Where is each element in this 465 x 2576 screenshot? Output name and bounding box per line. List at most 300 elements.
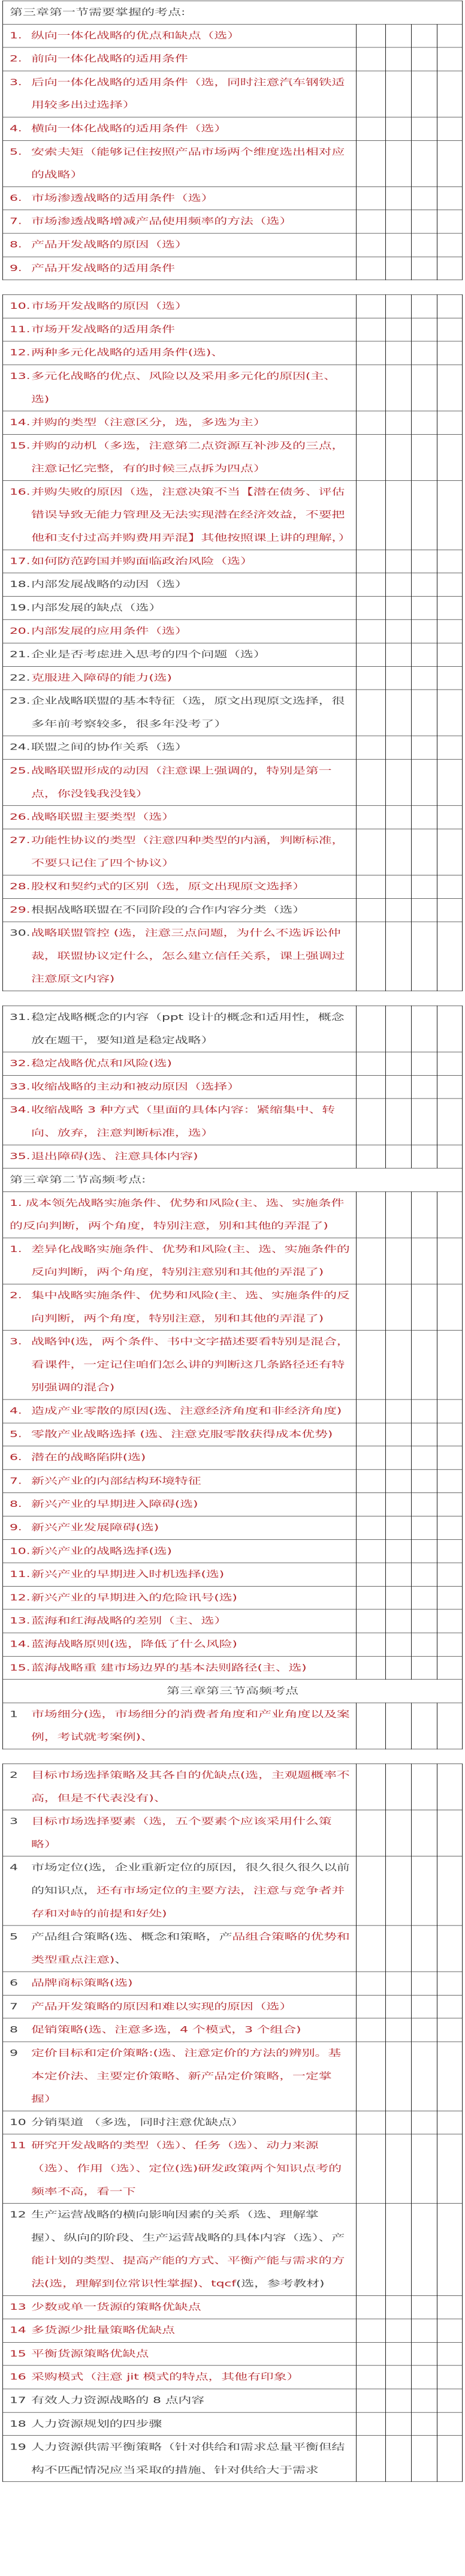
review-check-cell-3[interactable] bbox=[412, 2389, 437, 2412]
review-check-cell-1[interactable] bbox=[357, 1764, 386, 1810]
review-check-cell-3[interactable] bbox=[412, 1470, 437, 1493]
review-check-cell-2[interactable] bbox=[386, 1284, 412, 1330]
review-check-cell-4[interactable] bbox=[437, 2111, 463, 2134]
review-check-cell-4[interactable] bbox=[437, 922, 463, 991]
review-check-cell-2[interactable] bbox=[386, 318, 412, 341]
review-check-cell-1[interactable] bbox=[357, 1052, 386, 1075]
review-check-cell-4[interactable] bbox=[437, 1075, 463, 1099]
topic-text-cell bbox=[3, 2295, 357, 2319]
review-check-cell-2[interactable] bbox=[386, 47, 412, 71]
review-check-cell-3[interactable] bbox=[412, 140, 437, 186]
review-check-cell-2[interactable] bbox=[386, 140, 412, 186]
review-check-cell-1[interactable] bbox=[357, 1446, 386, 1470]
review-check-cell-4[interactable] bbox=[437, 829, 463, 875]
review-check-cell-3[interactable] bbox=[412, 1238, 437, 1284]
review-check-cell-4[interactable] bbox=[437, 550, 463, 573]
review-check-cell-1[interactable] bbox=[357, 1609, 386, 1633]
review-check-cell-1[interactable] bbox=[357, 2204, 386, 2296]
review-check-cell-2[interactable] bbox=[386, 666, 412, 690]
review-check-cell-4[interactable] bbox=[437, 805, 463, 829]
review-check-cell-2[interactable] bbox=[386, 411, 412, 434]
topic-text: 后向一体化战略的适用条件（选，同时注意汽车钢铁适用较多出过选择） bbox=[31, 77, 345, 110]
review-check-cell-3[interactable] bbox=[412, 736, 437, 759]
review-check-cell-1[interactable] bbox=[357, 233, 386, 257]
review-check-cell-1[interactable] bbox=[357, 898, 386, 922]
review-check-cell-4[interactable] bbox=[437, 24, 463, 47]
review-check-cell-3[interactable] bbox=[412, 573, 437, 597]
review-check-cell-1[interactable] bbox=[357, 210, 386, 233]
review-check-cell-4[interactable] bbox=[437, 411, 463, 434]
review-check-cell-4[interactable] bbox=[437, 1284, 463, 1330]
item-number: 8. bbox=[10, 240, 22, 250]
review-check-cell-1[interactable] bbox=[357, 2042, 386, 2111]
review-check-cell-1[interactable] bbox=[357, 759, 386, 805]
review-check-cell-4[interactable] bbox=[437, 690, 463, 736]
review-check-cell-3[interactable] bbox=[412, 2366, 437, 2389]
review-check-cell-1[interactable] bbox=[357, 257, 386, 280]
review-check-cell-1[interactable] bbox=[357, 2412, 386, 2436]
review-check-cell-1[interactable] bbox=[357, 875, 386, 898]
item-number: 28. bbox=[10, 881, 31, 892]
review-check-cell-1[interactable] bbox=[357, 1284, 386, 1330]
review-check-cell-4[interactable] bbox=[437, 365, 463, 411]
review-check-cell-4[interactable] bbox=[437, 1810, 463, 1856]
review-check-cell-2[interactable] bbox=[386, 1516, 412, 1540]
review-check-cell-2[interactable] bbox=[386, 1633, 412, 1656]
review-check-cell-3[interactable] bbox=[412, 690, 437, 736]
review-check-cell-2[interactable] bbox=[386, 2042, 412, 2111]
review-check-cell-2[interactable] bbox=[386, 24, 412, 47]
review-check-cell-3[interactable] bbox=[412, 1493, 437, 1516]
review-check-cell-2[interactable] bbox=[386, 1145, 412, 1168]
review-check-cell-2[interactable] bbox=[386, 875, 412, 898]
review-check-cell-3[interactable] bbox=[412, 875, 437, 898]
topic-text: (选，参考教材) bbox=[235, 2279, 325, 2289]
review-check-cell-2[interactable] bbox=[386, 1925, 412, 1972]
review-check-cell-2[interactable] bbox=[386, 805, 412, 829]
review-check-cell-3[interactable] bbox=[412, 922, 437, 991]
review-check-cell-4[interactable] bbox=[437, 2018, 463, 2042]
review-check-cell-1[interactable] bbox=[357, 2295, 386, 2319]
review-check-cell-2[interactable] bbox=[386, 2389, 412, 2412]
review-check-cell-2[interactable] bbox=[386, 1856, 412, 1925]
review-check-cell-1[interactable] bbox=[357, 2134, 386, 2203]
review-check-cell-3[interactable] bbox=[412, 117, 437, 140]
review-check-cell-4[interactable] bbox=[437, 480, 463, 549]
review-check-cell-2[interactable] bbox=[386, 480, 412, 549]
review-check-cell-4[interactable] bbox=[437, 619, 463, 643]
review-check-cell-3[interactable] bbox=[412, 1075, 437, 1099]
review-check-cell-2[interactable] bbox=[386, 1493, 412, 1516]
review-check-cell-1[interactable] bbox=[357, 736, 386, 759]
review-check-cell-3[interactable] bbox=[412, 341, 437, 365]
review-check-cell-3[interactable] bbox=[412, 1331, 437, 1400]
review-check-cell-3[interactable] bbox=[412, 1856, 437, 1925]
review-check-cell-1[interactable] bbox=[357, 411, 386, 434]
item-number: 15 bbox=[10, 2349, 26, 2359]
review-check-cell-3[interactable] bbox=[412, 829, 437, 875]
review-check-cell-4[interactable] bbox=[437, 1331, 463, 1400]
review-check-cell-1[interactable] bbox=[357, 71, 386, 117]
review-check-cell-4[interactable] bbox=[437, 1423, 463, 1446]
review-check-cell-4[interactable] bbox=[437, 898, 463, 922]
review-check-cell-1[interactable] bbox=[357, 1238, 386, 1284]
review-check-cell-2[interactable] bbox=[386, 2342, 412, 2366]
review-check-cell-4[interactable] bbox=[437, 2412, 463, 2436]
review-check-cell-4[interactable] bbox=[437, 186, 463, 210]
review-check-cell-2[interactable] bbox=[386, 597, 412, 620]
review-check-cell-3[interactable] bbox=[412, 2319, 437, 2342]
review-check-cell-4[interactable] bbox=[437, 294, 463, 318]
review-check-cell-1[interactable] bbox=[357, 140, 386, 186]
review-check-cell-3[interactable] bbox=[412, 619, 437, 643]
review-check-cell-2[interactable] bbox=[386, 365, 412, 411]
review-check-cell-2[interactable] bbox=[386, 1446, 412, 1470]
review-check-cell-3[interactable] bbox=[412, 210, 437, 233]
review-check-cell-1[interactable] bbox=[357, 24, 386, 47]
review-check-cell-4[interactable] bbox=[437, 1052, 463, 1075]
review-check-cell-4[interactable] bbox=[437, 1972, 463, 1995]
review-check-cell-3[interactable] bbox=[412, 24, 437, 47]
review-check-cell-3[interactable] bbox=[412, 1006, 437, 1052]
review-check-cell-1[interactable] bbox=[357, 1972, 386, 1995]
review-check-cell-4[interactable] bbox=[437, 2319, 463, 2342]
review-check-cell-4[interactable] bbox=[437, 597, 463, 620]
review-check-cell-3[interactable] bbox=[412, 186, 437, 210]
review-check-cell-3[interactable] bbox=[412, 1656, 437, 1680]
review-check-cell-2[interactable] bbox=[386, 2204, 412, 2296]
review-check-cell-2[interactable] bbox=[386, 1423, 412, 1446]
review-check-cell-3[interactable] bbox=[412, 2134, 437, 2203]
review-check-cell-1[interactable] bbox=[357, 1400, 386, 1423]
topic-text: 产品开发策略的原因和难以实现的原因（选） bbox=[31, 2002, 293, 2012]
review-check-cell-4[interactable] bbox=[437, 71, 463, 117]
review-check-cell-1[interactable] bbox=[357, 1856, 386, 1925]
review-check-cell-1[interactable] bbox=[357, 365, 386, 411]
review-check-cell-4[interactable] bbox=[437, 736, 463, 759]
review-check-cell-2[interactable] bbox=[386, 1470, 412, 1493]
review-check-cell-1[interactable] bbox=[357, 550, 386, 573]
review-check-cell-2[interactable] bbox=[386, 186, 412, 210]
review-check-cell-3[interactable] bbox=[412, 550, 437, 573]
review-check-cell-4[interactable] bbox=[437, 1145, 463, 1168]
review-check-cell-1[interactable] bbox=[357, 1191, 386, 1238]
review-check-cell-4[interactable] bbox=[437, 1633, 463, 1656]
review-check-cell-1[interactable] bbox=[357, 1006, 386, 1052]
review-check-cell-4[interactable] bbox=[437, 643, 463, 666]
review-check-cell-2[interactable] bbox=[386, 619, 412, 643]
review-check-cell-3[interactable] bbox=[412, 1810, 437, 1856]
review-check-cell-1[interactable] bbox=[357, 922, 386, 991]
review-check-cell-4[interactable] bbox=[437, 210, 463, 233]
review-check-cell-3[interactable] bbox=[412, 666, 437, 690]
review-check-cell-1[interactable] bbox=[357, 1925, 386, 1972]
topic-text-cell bbox=[3, 619, 357, 643]
review-check-cell-2[interactable] bbox=[386, 233, 412, 257]
review-check-cell-2[interactable] bbox=[386, 1099, 412, 1145]
review-check-cell-2[interactable] bbox=[386, 1703, 412, 1749]
review-check-cell-4[interactable] bbox=[437, 666, 463, 690]
review-check-cell-3[interactable] bbox=[412, 898, 437, 922]
review-check-cell-1[interactable] bbox=[357, 318, 386, 341]
review-check-cell-2[interactable] bbox=[386, 1191, 412, 1238]
review-check-cell-4[interactable] bbox=[437, 140, 463, 186]
review-check-cell-1[interactable] bbox=[357, 1516, 386, 1540]
review-check-cell-3[interactable] bbox=[412, 1925, 437, 1972]
review-check-cell-4[interactable] bbox=[437, 2389, 463, 2412]
review-check-cell-3[interactable] bbox=[412, 2342, 437, 2366]
review-check-cell-2[interactable] bbox=[386, 1075, 412, 1099]
review-check-cell-1[interactable] bbox=[357, 619, 386, 643]
review-check-cell-1[interactable] bbox=[357, 1656, 386, 1680]
review-check-cell-3[interactable] bbox=[412, 411, 437, 434]
review-check-cell-4[interactable] bbox=[437, 1099, 463, 1145]
review-check-cell-3[interactable] bbox=[412, 1145, 437, 1168]
checklist-row bbox=[3, 257, 463, 280]
review-check-cell-3[interactable] bbox=[412, 2042, 437, 2111]
review-check-cell-2[interactable] bbox=[386, 2134, 412, 2203]
review-check-cell-4[interactable] bbox=[437, 1539, 463, 1563]
review-check-cell-4[interactable] bbox=[437, 1925, 463, 1972]
review-check-cell-3[interactable] bbox=[412, 1764, 437, 1810]
checklist-row bbox=[3, 2342, 463, 2366]
review-check-cell-3[interactable] bbox=[412, 2111, 437, 2134]
review-check-cell-4[interactable] bbox=[437, 318, 463, 341]
review-check-cell-4[interactable] bbox=[437, 1006, 463, 1052]
review-check-cell-3[interactable] bbox=[412, 71, 437, 117]
review-check-cell-3[interactable] bbox=[412, 1586, 437, 1609]
review-check-cell-1[interactable] bbox=[357, 1633, 386, 1656]
review-check-cell-3[interactable] bbox=[412, 2018, 437, 2042]
review-check-cell-1[interactable] bbox=[357, 643, 386, 666]
review-check-cell-2[interactable] bbox=[386, 2436, 412, 2482]
review-check-cell-3[interactable] bbox=[412, 1633, 437, 1656]
review-check-cell-3[interactable] bbox=[412, 233, 437, 257]
review-check-cell-3[interactable] bbox=[412, 1539, 437, 1563]
checklist-row bbox=[3, 1284, 463, 1330]
review-check-cell-4[interactable] bbox=[437, 434, 463, 480]
review-check-cell-1[interactable] bbox=[357, 805, 386, 829]
review-check-cell-2[interactable] bbox=[386, 2319, 412, 2342]
review-check-cell-4[interactable] bbox=[437, 1703, 463, 1749]
review-check-cell-1[interactable] bbox=[357, 480, 386, 549]
review-check-cell-4[interactable] bbox=[437, 233, 463, 257]
checklist-row bbox=[3, 597, 463, 620]
review-check-cell-2[interactable] bbox=[386, 294, 412, 318]
review-check-cell-4[interactable] bbox=[437, 117, 463, 140]
review-check-cell-4[interactable] bbox=[437, 47, 463, 71]
review-check-cell-2[interactable] bbox=[386, 1238, 412, 1284]
review-check-cell-3[interactable] bbox=[412, 1191, 437, 1238]
review-check-cell-2[interactable] bbox=[386, 257, 412, 280]
review-check-cell-2[interactable] bbox=[386, 1052, 412, 1075]
review-check-cell-2[interactable] bbox=[386, 759, 412, 805]
review-check-cell-4[interactable] bbox=[437, 1609, 463, 1633]
review-check-cell-4[interactable] bbox=[437, 1191, 463, 1238]
review-check-cell-4[interactable] bbox=[437, 2204, 463, 2296]
review-check-cell-2[interactable] bbox=[386, 1609, 412, 1633]
review-check-cell-2[interactable] bbox=[386, 2111, 412, 2134]
review-check-cell-2[interactable] bbox=[386, 1539, 412, 1563]
review-check-cell-3[interactable] bbox=[412, 759, 437, 805]
review-check-cell-3[interactable] bbox=[412, 2204, 437, 2296]
review-check-cell-3[interactable] bbox=[412, 434, 437, 480]
review-check-cell-2[interactable] bbox=[386, 1810, 412, 1856]
item-number: 1. bbox=[10, 31, 22, 41]
review-check-cell-2[interactable] bbox=[386, 71, 412, 117]
review-check-cell-1[interactable] bbox=[357, 1563, 386, 1586]
review-check-cell-4[interactable] bbox=[437, 1563, 463, 1586]
review-check-cell-3[interactable] bbox=[412, 1995, 437, 2018]
review-check-cell-2[interactable] bbox=[386, 1006, 412, 1052]
review-check-cell-1[interactable] bbox=[357, 47, 386, 71]
topic-text: 市场渗透战略增减产品使用频率的方法（选） bbox=[31, 216, 293, 227]
review-check-cell-2[interactable] bbox=[386, 1400, 412, 1423]
review-check-cell-4[interactable] bbox=[437, 2436, 463, 2482]
review-check-cell-1[interactable] bbox=[357, 2018, 386, 2042]
review-check-cell-4[interactable] bbox=[437, 2042, 463, 2111]
review-check-cell-1[interactable] bbox=[357, 573, 386, 597]
review-check-cell-2[interactable] bbox=[386, 117, 412, 140]
review-check-cell-3[interactable] bbox=[412, 1284, 437, 1330]
review-check-cell-1[interactable] bbox=[357, 666, 386, 690]
review-check-cell-2[interactable] bbox=[386, 1563, 412, 1586]
review-check-cell-1[interactable] bbox=[357, 1493, 386, 1516]
review-check-cell-2[interactable] bbox=[386, 2366, 412, 2389]
review-check-cell-2[interactable] bbox=[386, 1586, 412, 1609]
review-check-cell-1[interactable] bbox=[357, 186, 386, 210]
review-check-cell-1[interactable] bbox=[357, 1470, 386, 1493]
review-check-cell-4[interactable] bbox=[437, 1656, 463, 1680]
review-check-cell-1[interactable] bbox=[357, 2436, 386, 2482]
review-check-cell-3[interactable] bbox=[412, 2436, 437, 2482]
review-check-cell-4[interactable] bbox=[437, 759, 463, 805]
review-check-cell-2[interactable] bbox=[386, 1972, 412, 1995]
topic-text: 内部发展战略的动因（选） bbox=[31, 579, 188, 590]
review-check-cell-1[interactable] bbox=[357, 1099, 386, 1145]
review-check-cell-4[interactable] bbox=[437, 1493, 463, 1516]
review-check-cell-3[interactable] bbox=[412, 365, 437, 411]
review-check-cell-4[interactable] bbox=[437, 2295, 463, 2319]
review-check-cell-3[interactable] bbox=[412, 643, 437, 666]
review-check-cell-3[interactable] bbox=[412, 1609, 437, 1633]
review-check-cell-4[interactable] bbox=[437, 1516, 463, 1540]
review-check-cell-3[interactable] bbox=[412, 1446, 437, 1470]
review-check-cell-1[interactable] bbox=[357, 1810, 386, 1856]
review-check-cell-3[interactable] bbox=[412, 1400, 437, 1423]
item-number: 3. bbox=[10, 1337, 22, 1347]
review-check-cell-1[interactable] bbox=[357, 597, 386, 620]
review-check-cell-4[interactable] bbox=[437, 341, 463, 365]
review-check-cell-3[interactable] bbox=[412, 1972, 437, 1995]
review-check-cell-3[interactable] bbox=[412, 1703, 437, 1749]
review-check-cell-1[interactable] bbox=[357, 690, 386, 736]
review-check-cell-2[interactable] bbox=[386, 898, 412, 922]
review-check-cell-2[interactable] bbox=[386, 2412, 412, 2436]
review-check-cell-1[interactable] bbox=[357, 1075, 386, 1099]
review-check-cell-1[interactable] bbox=[357, 1331, 386, 1400]
checklist-row bbox=[3, 1609, 463, 1633]
review-check-cell-4[interactable] bbox=[437, 573, 463, 597]
checklist-row bbox=[3, 1099, 463, 1145]
review-check-cell-2[interactable] bbox=[386, 922, 412, 991]
review-check-cell-3[interactable] bbox=[412, 294, 437, 318]
review-check-cell-4[interactable] bbox=[437, 2342, 463, 2366]
review-check-cell-3[interactable] bbox=[412, 2412, 437, 2436]
review-check-cell-2[interactable] bbox=[386, 643, 412, 666]
review-check-cell-2[interactable] bbox=[386, 1995, 412, 2018]
review-check-cell-4[interactable] bbox=[437, 257, 463, 280]
review-check-cell-2[interactable] bbox=[386, 573, 412, 597]
review-check-cell-1[interactable] bbox=[357, 829, 386, 875]
review-check-cell-1[interactable] bbox=[357, 2111, 386, 2134]
review-check-cell-2[interactable] bbox=[386, 1764, 412, 1810]
review-check-cell-4[interactable] bbox=[437, 2366, 463, 2389]
review-check-cell-4[interactable] bbox=[437, 1764, 463, 1810]
review-check-cell-3[interactable] bbox=[412, 1563, 437, 1586]
review-check-cell-1[interactable] bbox=[357, 2389, 386, 2412]
review-check-cell-3[interactable] bbox=[412, 1423, 437, 1446]
review-check-cell-2[interactable] bbox=[386, 690, 412, 736]
review-check-cell-1[interactable] bbox=[357, 1995, 386, 2018]
review-check-cell-2[interactable] bbox=[386, 434, 412, 480]
review-check-cell-2[interactable] bbox=[386, 2018, 412, 2042]
review-check-cell-1[interactable] bbox=[357, 117, 386, 140]
review-check-cell-4[interactable] bbox=[437, 1470, 463, 1493]
review-check-cell-3[interactable] bbox=[412, 480, 437, 549]
review-check-cell-1[interactable] bbox=[357, 434, 386, 480]
review-check-cell-4[interactable] bbox=[437, 1856, 463, 1925]
review-check-cell-1[interactable] bbox=[357, 1423, 386, 1446]
review-check-cell-3[interactable] bbox=[412, 1516, 437, 1540]
review-check-cell-1[interactable] bbox=[357, 1703, 386, 1749]
review-check-cell-1[interactable] bbox=[357, 2319, 386, 2342]
review-check-cell-2[interactable] bbox=[386, 341, 412, 365]
review-check-cell-1[interactable] bbox=[357, 1586, 386, 1609]
review-check-cell-1[interactable] bbox=[357, 294, 386, 318]
review-check-cell-1[interactable] bbox=[357, 2342, 386, 2366]
review-check-cell-2[interactable] bbox=[386, 1331, 412, 1400]
review-check-cell-3[interactable] bbox=[412, 318, 437, 341]
review-check-cell-4[interactable] bbox=[437, 1238, 463, 1284]
review-check-cell-3[interactable] bbox=[412, 257, 437, 280]
review-check-cell-4[interactable] bbox=[437, 1995, 463, 2018]
review-check-cell-3[interactable] bbox=[412, 47, 437, 71]
review-check-cell-4[interactable] bbox=[437, 1586, 463, 1609]
review-check-cell-4[interactable] bbox=[437, 1446, 463, 1470]
review-check-cell-3[interactable] bbox=[412, 1099, 437, 1145]
review-check-cell-2[interactable] bbox=[386, 829, 412, 875]
review-check-cell-2[interactable] bbox=[386, 550, 412, 573]
review-check-cell-3[interactable] bbox=[412, 1052, 437, 1075]
review-check-cell-4[interactable] bbox=[437, 1400, 463, 1423]
review-check-cell-1[interactable] bbox=[357, 1145, 386, 1168]
review-check-cell-1[interactable] bbox=[357, 1539, 386, 1563]
item-number: 13. bbox=[10, 371, 31, 381]
review-check-cell-3[interactable] bbox=[412, 805, 437, 829]
review-check-cell-2[interactable] bbox=[386, 736, 412, 759]
review-check-cell-2[interactable] bbox=[386, 210, 412, 233]
review-check-cell-1[interactable] bbox=[357, 2366, 386, 2389]
review-check-cell-4[interactable] bbox=[437, 875, 463, 898]
review-check-cell-1[interactable] bbox=[357, 341, 386, 365]
review-check-cell-3[interactable] bbox=[412, 597, 437, 620]
review-check-cell-3[interactable] bbox=[412, 2295, 437, 2319]
review-check-cell-2[interactable] bbox=[386, 2295, 412, 2319]
review-check-cell-2[interactable] bbox=[386, 1656, 412, 1680]
review-check-cell-4[interactable] bbox=[437, 2134, 463, 2203]
checklist-row bbox=[3, 2134, 463, 2203]
